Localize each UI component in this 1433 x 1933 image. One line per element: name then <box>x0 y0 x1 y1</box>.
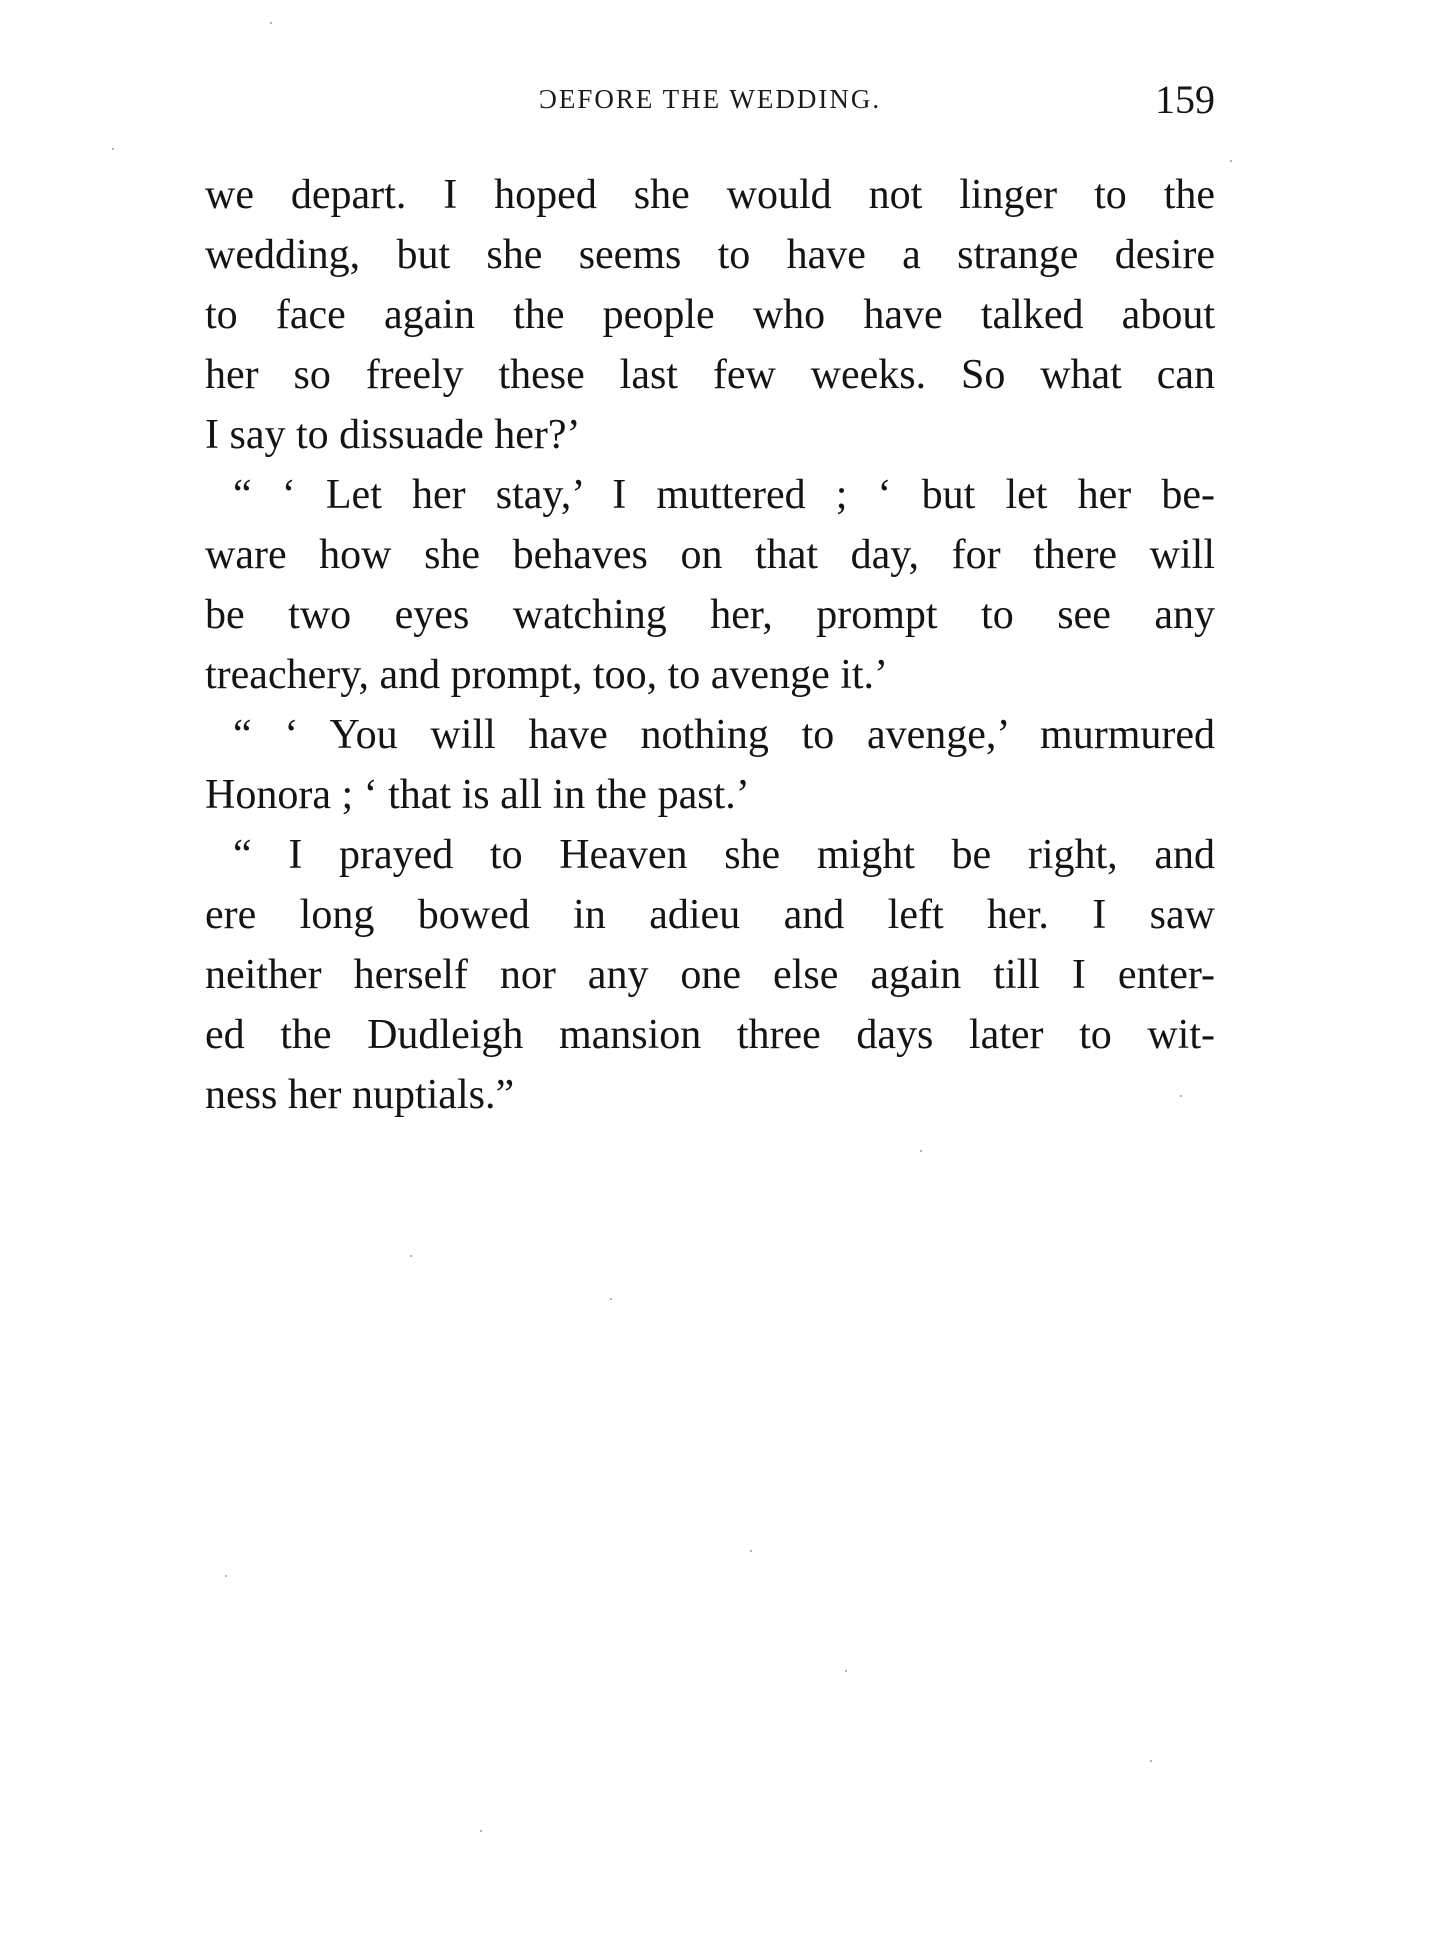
text-line: “ I prayed to Heaven she might be right, and <box>233 832 1215 878</box>
text-line: I say to dissuade her?’ <box>205 412 581 458</box>
scan-speck <box>1180 1095 1182 1097</box>
scan-speck <box>610 1298 612 1300</box>
text-line: ware how she behaves on that day, for there will <box>205 532 1215 578</box>
scan-speck <box>480 1830 482 1832</box>
scan-speck <box>112 148 114 150</box>
text-line: be two eyes watching her, prompt to see any <box>205 592 1215 638</box>
scan-speck <box>750 1550 752 1552</box>
running-head <box>205 76 1215 126</box>
scan-speck <box>225 1575 227 1577</box>
text-line: “ ‘ You will have nothing to avenge,’ murmured <box>233 712 1215 758</box>
text-line: “ ‘ Let her stay,’ I muttered ; ‘ but let her be- <box>233 472 1215 518</box>
scan-speck <box>270 22 272 24</box>
page-number: 159 <box>1155 77 1215 122</box>
text-line: Honora ; ‘ that is all in the past.’ <box>205 772 750 818</box>
text-line: ed the Dudleigh mansion three days later to wit- <box>205 1012 1215 1058</box>
running-title: ƆEFORE THE WEDDING. <box>538 84 882 114</box>
text-line: we depart. I hoped she would not linger to the <box>205 172 1215 218</box>
text-line: neither herself nor any one else again till I enter- <box>205 952 1215 998</box>
scan-speck <box>845 1670 847 1672</box>
scan-speck <box>1150 1760 1152 1762</box>
body-text <box>205 165 1215 1125</box>
text-line: wedding, but she seems to have a strange desire <box>205 232 1215 278</box>
text-line: ness her nuptials.” <box>205 1072 515 1118</box>
scan-speck <box>1230 160 1232 162</box>
text-line: ere long bowed in adieu and left her. I saw <box>205 892 1215 938</box>
scan-speck <box>410 1255 412 1257</box>
text-line: her so freely these last few weeks. So what can <box>205 352 1215 398</box>
text-line: treachery, and prompt, too, to avenge it.’ <box>205 652 889 698</box>
text-line: to face again the people who have talked about <box>205 292 1215 338</box>
scan-speck <box>920 1150 922 1152</box>
